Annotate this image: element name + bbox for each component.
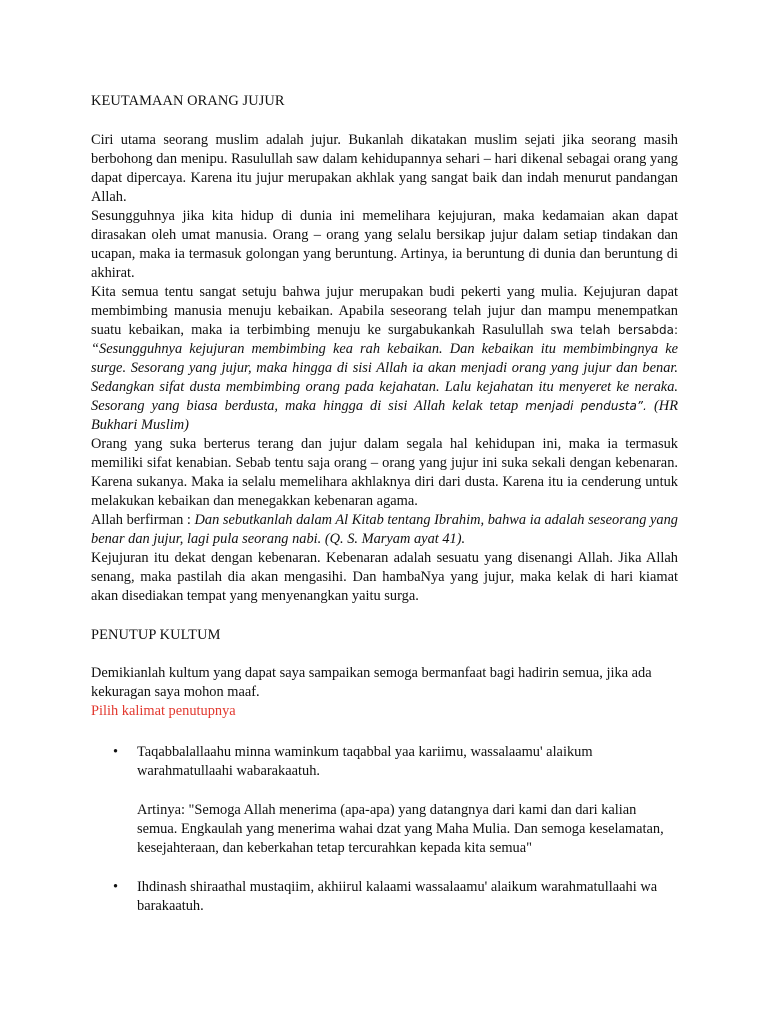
firman-lead: Allah berfirman : — [91, 512, 195, 528]
bullet-icon: • — [113, 744, 119, 760]
bullet-icon: • — [113, 879, 119, 895]
firman-quote: Dan sebutkanlah dalam Al Kitab tentang Ibrahim, bahwa ia adalah seseorang yang benar dan jujur, lagi pula seorang nabi. (Q. S. Maryam ayat 41). — [91, 512, 679, 547]
hadith-intro-text: Kita semua tentu sangat setuju bahwa jujur merupakan budi pekerti yang mulia. Kejujuran dapat membimbing manusia menuju kebaikan. Apabila seseorang telah jujur dan mampu menempatkan suatu kebaikan, maka ia terbimbing menuju ke surgabukankah Rasulullah swa — [91, 284, 678, 338]
closing-text-1: Taqabbalallaahu minna waminkum taqabbal yaa kariimu, wassalaamu' alaikum warahmatullaahi wabarakaatuh. — [137, 744, 593, 779]
closing-list — [91, 743, 678, 916]
closing-text-2: Ihdinash shiraathal mustaqiim, akhiirul kalaami wassalaamu' alaikum warahmatullaahi wa barakaatuh. — [137, 879, 658, 914]
section-title-penutup: PENUTUP KULTUM — [91, 627, 221, 643]
instruction-text: Pilih kalimat penutupnya — [91, 703, 236, 719]
hadith-quote: “Sesungguhnya kejujuran membimbing kea rah kebaikan. Dan kebaikan itu membimbingnya ke surge. Sesorang yang jujur, maka hingga di sisi Allah ia akan menjadi orang yang jujur dan benar. Sedangkan sifat dusta membimbing orang pada kejahatan. Lalu kejahatan itu menyeret ke neraka. Sesorang yang biasa berdusta, maka hingga di sisi Allah kelak tetap — [91, 341, 678, 414]
hadith-said-text: telah bersabda: — [580, 323, 678, 337]
list-item — [91, 878, 678, 916]
paragraph-penutup: Demikianlah kultum yang dapat saya sampaikan semoga bermanfaat bagi hadirin semua, jika ada kekuragan saya mohon maaf. — [91, 665, 652, 700]
list-item — [91, 743, 678, 858]
section-title-keutamaan: KEUTAMAAN ORANG JUJUR — [91, 93, 285, 109]
closing-translation-1: Artinya: "Semoga Allah menerima (apa-apa) yang datangnya dari kami dan dari kalian semua. Engkaulah yang menerima wahai dzat yang Maha Mulia. Dan semoga keselamatan, kesejahteraan, dan keberkahan tetap tercurahkan kepada kita semua" — [137, 802, 664, 856]
paragraph-intro: Ciri utama seorang muslim adalah jujur. Bukanlah dikatakan muslim sejati jika seorang masih berbohong dan menipu. Rasulullah saw dalam kehidupannya sehari – hari dikenal sebagai orang yang dapat dipercaya. Karena itu jujur merupakan akhlak yang sangat baik dan indah menurut pandangan Allah. — [91, 132, 678, 205]
paragraph-firman — [91, 511, 678, 549]
paragraph-kedamaian: Sesungguhnya jika kita hidup di dunia ini memelihara kejujuran, maka kedamaian akan dapat dirasakan oleh umat manusia. Orang – orang yang selalu bersikap jujur dalam setiap tindakan dan ucapan, maka ia termasuk golongan yang beruntung. Artinya, ia beruntung di dunia dan beruntung di akhirat. — [91, 208, 678, 281]
hadith-quote-end: menjadi pendusta”. — [525, 399, 655, 413]
hadith-source: (HR Bukhari Muslim) — [91, 398, 678, 433]
paragraph-kenabian: Orang yang suka berterus terang dan jujur dalam segala hal kehidupan ini, maka ia termasuk memiliki sifat kenabian. Sebab tentu saja orang – orang yang jujur ini suka sekali dengan kebenaran. Karena sukanya. Maka ia selalu memelihara akhlaknya diri dari dusta. Karena itu ia cenderung untuk melakukan kebaikan dan menegakkan kebenaran agama. — [91, 436, 678, 509]
paragraph-kebenaran: Kejujuran itu dekat dengan kebenaran. Kebenaran adalah sesuatu yang disenangi Allah. Jika Allah senang, maka pastilah dia akan mengasihi. Dan hambaNya yang jujur, maka kelak di hari kiamat akan disediakan tempat yang menyenangkan yaitu surga. — [91, 550, 678, 604]
paragraph-hadith — [91, 283, 678, 435]
